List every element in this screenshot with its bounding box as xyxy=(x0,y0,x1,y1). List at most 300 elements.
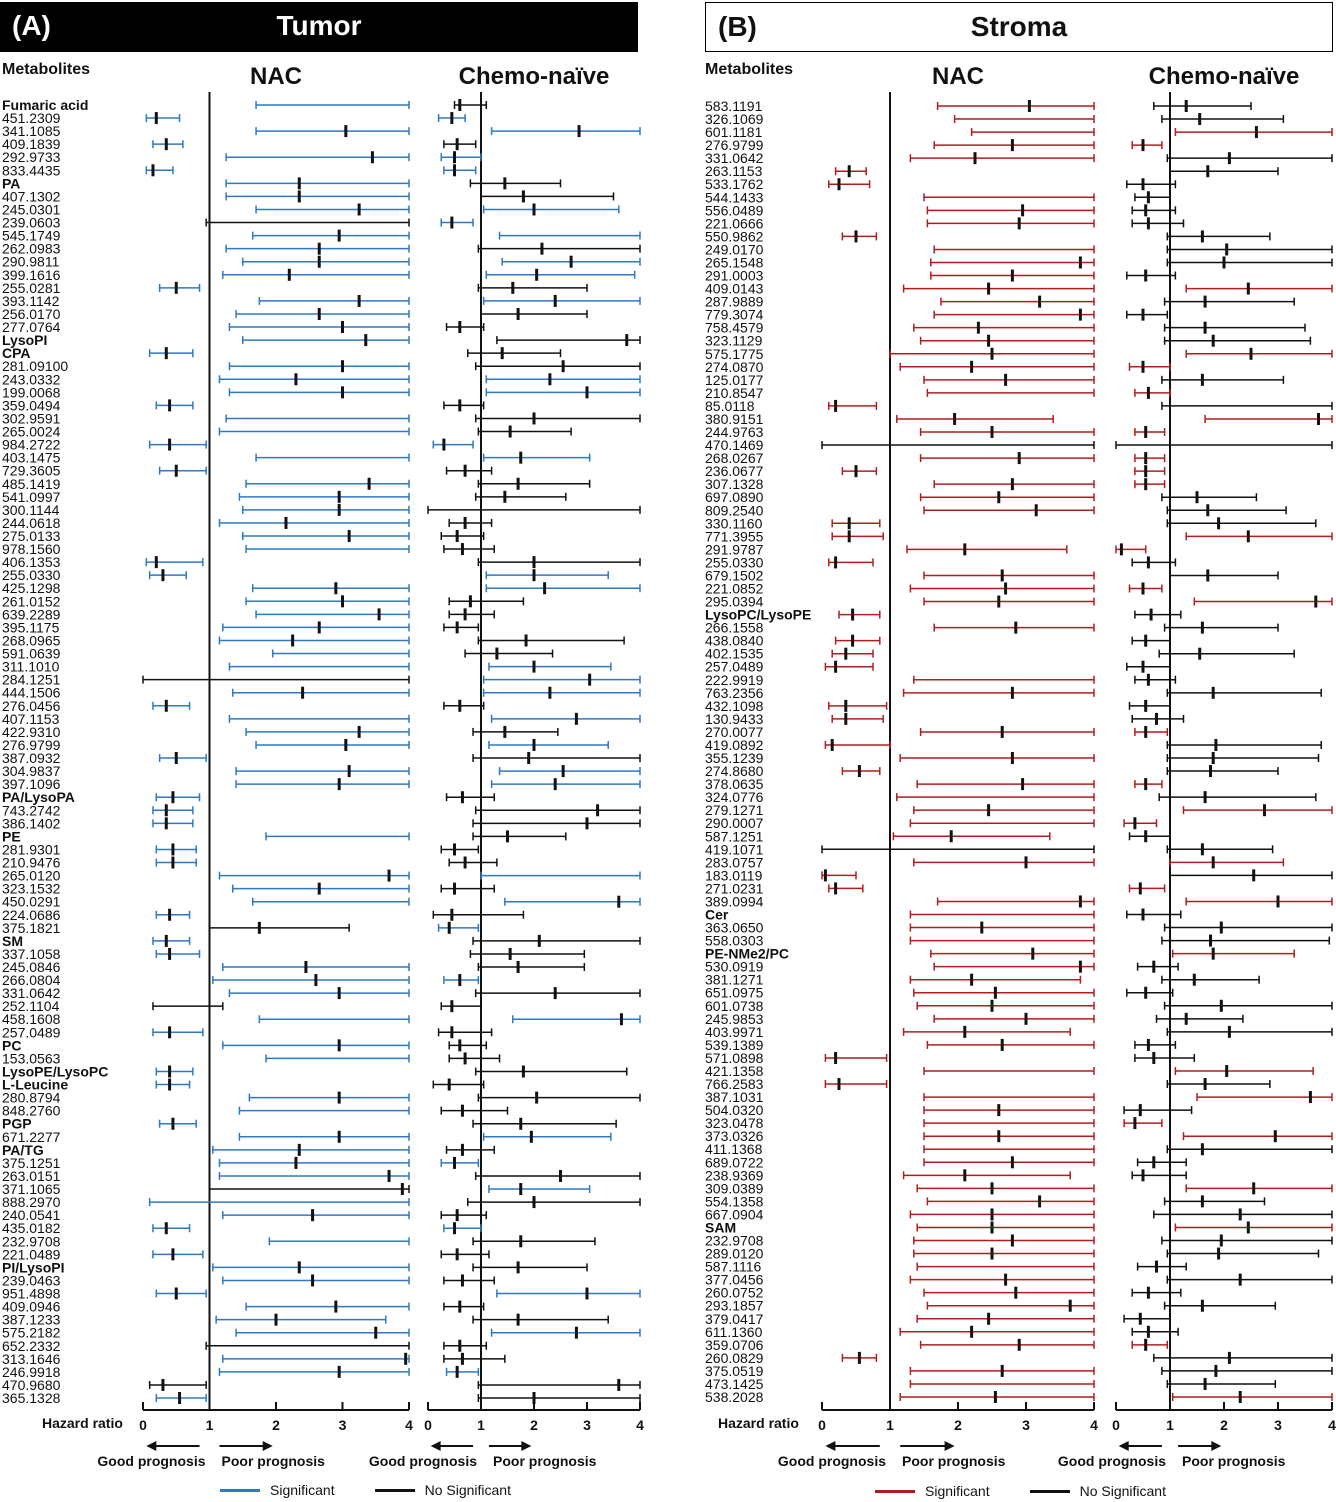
ci-bar xyxy=(213,1144,409,1156)
metabolite-label: 411.1368 xyxy=(705,1141,763,1158)
ci-bar xyxy=(934,961,1094,973)
ci-bar xyxy=(481,190,614,202)
metabolite-label: PC xyxy=(2,1037,22,1054)
metabolite-label: 284.1251 xyxy=(2,671,61,688)
metabolite-label: 222.9919 xyxy=(705,671,764,688)
ci-bar xyxy=(246,726,409,738)
metabolite-label: 283.0757 xyxy=(705,854,764,871)
ci-bar xyxy=(900,361,1094,373)
ci-bar xyxy=(1167,1248,1318,1260)
metabolite-label: 539.1389 xyxy=(705,1036,764,1053)
ci-bar xyxy=(842,465,876,477)
ci-bar xyxy=(433,909,523,921)
x-tick-label: 1 xyxy=(886,1417,894,1433)
metabolite-label: 380.9151 xyxy=(705,410,764,427)
ci-bar xyxy=(1162,974,1259,986)
metabolite-label: 504.0320 xyxy=(705,1102,764,1119)
ci-bar xyxy=(1162,1365,1332,1377)
ci-bar xyxy=(470,177,560,189)
ci-bar xyxy=(229,321,409,333)
ci-bar xyxy=(938,100,1094,112)
ci-bar xyxy=(1116,441,1332,449)
ci-bar xyxy=(1167,1078,1270,1090)
ci-bar xyxy=(1167,843,1272,855)
metabolite-label: 575.1775 xyxy=(705,345,764,362)
metabolite-label: 409.0143 xyxy=(705,280,764,297)
ci-bar xyxy=(150,1379,207,1391)
ci-bar xyxy=(444,399,484,411)
metabolite-label: 331.0642 xyxy=(2,985,61,1002)
metabolite-label: 324.0776 xyxy=(705,789,764,806)
metabolite-label: 450.0291 xyxy=(2,893,61,910)
ci-bar xyxy=(441,217,473,229)
ci-bar xyxy=(1186,1182,1332,1194)
ci-bar xyxy=(910,1208,1094,1220)
metabolite-label: 444.1506 xyxy=(2,684,61,701)
metabolite-label: 239.0603 xyxy=(2,214,61,231)
ci-bar xyxy=(229,360,409,372)
ci-bar xyxy=(897,413,1053,425)
ci-bar xyxy=(897,793,1094,801)
subplot-title: Chemo-naïve xyxy=(1148,63,1300,90)
ci-bar xyxy=(900,1326,1094,1338)
metabolite-label: 591.0639 xyxy=(2,645,61,662)
metabolite-label: 541.0997 xyxy=(2,488,61,505)
ci-bar xyxy=(914,676,1094,684)
metabolite-label: 697.0890 xyxy=(705,489,764,506)
ci-bar xyxy=(160,1118,197,1130)
metabolite-label: 323.1532 xyxy=(2,880,61,897)
ci-bar xyxy=(1167,256,1332,268)
poor-prognosis-arrowhead xyxy=(1211,1441,1221,1451)
ci-bar xyxy=(156,948,199,960)
ci-bar xyxy=(497,1288,640,1300)
ci-bar xyxy=(890,348,1094,360)
ci-bar xyxy=(223,1039,409,1051)
ci-bar xyxy=(893,830,1049,842)
ci-bar xyxy=(259,1015,409,1023)
metabolite-label: 252.1104 xyxy=(2,998,60,1015)
metabolite-label: 245.9853 xyxy=(705,1010,764,1027)
ci-bar xyxy=(243,530,409,542)
ci-bar xyxy=(476,491,566,503)
metabolite-label: 238.9369 xyxy=(705,1167,764,1184)
ci-bar xyxy=(924,1104,1094,1116)
ci-bar xyxy=(243,504,409,516)
ci-bar xyxy=(1162,491,1257,503)
ci-bar xyxy=(249,1092,409,1104)
metabolite-label: 538.2028 xyxy=(705,1389,764,1405)
metabolite-label: 403.9971 xyxy=(705,1023,764,1040)
ci-bar xyxy=(484,452,590,464)
ci-bar xyxy=(160,282,200,294)
metabolite-label: 387.1031 xyxy=(705,1089,764,1106)
ci-bar xyxy=(924,596,1094,608)
ci-bar xyxy=(449,857,497,869)
legend-not-significant-label: No Significant xyxy=(1079,1483,1166,1499)
metabolite-label: SM xyxy=(2,932,23,949)
ci-bar xyxy=(1135,609,1181,621)
ci-bar xyxy=(910,922,1094,934)
metabolite-label: 363.0650 xyxy=(705,919,764,936)
good-prognosis-label: Good prognosis xyxy=(1057,1453,1166,1469)
metabolite-label: 245.0301 xyxy=(2,201,61,218)
metabolite-label: 379.0417 xyxy=(705,1310,764,1327)
metabolite-label: 307.1328 xyxy=(705,476,764,493)
metabolite-label: 779.3074 xyxy=(705,306,764,323)
ci-bar xyxy=(1127,661,1170,673)
ci-bar xyxy=(917,1313,1094,1325)
ci-bar xyxy=(484,674,640,686)
metabolite-label: 275.0133 xyxy=(2,528,61,544)
ci-bar xyxy=(473,935,640,947)
ci-bar xyxy=(447,465,492,477)
ci-bar xyxy=(447,321,484,333)
metabolite-label: 263.1153 xyxy=(705,163,763,180)
metabolite-label: 359.0494 xyxy=(2,397,61,414)
metabolite-label: 438.0840 xyxy=(705,632,764,649)
metabolites-header: Metabolites xyxy=(705,61,794,78)
nac-subplot xyxy=(718,63,1098,1469)
ci-bar xyxy=(1167,517,1316,529)
ci-bar xyxy=(481,308,587,320)
metabolite-label: 268.0267 xyxy=(705,450,764,467)
panel-title: Stroma xyxy=(970,11,1068,42)
metabolite-label: 377.0456 xyxy=(705,1271,764,1288)
ci-bar xyxy=(1132,1339,1167,1351)
metabolite-label: 587.1251 xyxy=(705,828,764,845)
ci-bar xyxy=(226,151,409,163)
metabolite-label: 371.1065 xyxy=(2,1181,61,1198)
ci-bar xyxy=(223,1274,409,1286)
ci-bar xyxy=(223,1209,409,1221)
ci-bar xyxy=(484,1131,611,1143)
metabolite-label: 279.1271 xyxy=(705,802,764,819)
ci-bar xyxy=(150,439,207,451)
ci-bar xyxy=(1135,191,1170,203)
metabolite-label: 326.1069 xyxy=(705,111,764,128)
nac-subplot xyxy=(42,63,413,1469)
ci-bar xyxy=(246,478,409,490)
ci-bar xyxy=(444,1353,505,1365)
ci-bar xyxy=(1175,1065,1313,1077)
metabolite-label: 236.0677 xyxy=(705,463,764,480)
ci-bar xyxy=(481,872,640,880)
metabolite-label: 323.0478 xyxy=(705,1115,764,1132)
ci-bar xyxy=(239,1107,409,1115)
ci-bar xyxy=(1116,543,1146,555)
legend-not-significant-swatch xyxy=(1030,1490,1070,1493)
ci-bar xyxy=(1167,1143,1332,1155)
ci-bar xyxy=(1184,804,1333,816)
ci-bar xyxy=(924,193,1094,201)
ci-bar xyxy=(921,452,1094,464)
ci-bar xyxy=(1162,935,1329,947)
x-tick-label: 1 xyxy=(1166,1417,1174,1433)
ci-bar xyxy=(444,543,494,555)
metabolite-label: 291.9787 xyxy=(705,541,764,558)
metabolite-label: 771.3955 xyxy=(705,528,764,545)
ci-bar xyxy=(146,556,203,568)
ci-bar xyxy=(441,843,478,855)
ci-bar xyxy=(931,270,1094,282)
ci-bar xyxy=(825,661,873,673)
ci-bar xyxy=(900,752,1094,764)
ci-bar xyxy=(1124,1104,1192,1116)
x-tick-label: 3 xyxy=(1274,1417,1282,1433)
ci-bar xyxy=(153,817,193,829)
ci-bar xyxy=(223,621,409,633)
ci-bar xyxy=(449,1052,499,1064)
ci-bar xyxy=(492,1327,640,1339)
ci-bar xyxy=(904,1169,1071,1181)
ci-bar xyxy=(219,428,409,436)
ci-bar xyxy=(253,582,409,594)
metabolite-label: 263.0151 xyxy=(2,1167,61,1184)
ci-bar xyxy=(927,217,1094,229)
ci-bar xyxy=(441,1157,478,1169)
hazard-ratio-label: Hazard ratio xyxy=(42,1415,123,1431)
ci-bar xyxy=(505,896,640,908)
poor-prognosis-label: Poor prognosis xyxy=(1182,1453,1286,1469)
metabolite-label: 583.1191 xyxy=(705,98,763,114)
stroma-panel xyxy=(700,0,1336,1502)
ci-bar xyxy=(500,232,640,240)
metabolite-label: 375.1251 xyxy=(2,1154,61,1171)
metabolite-label: 651.0975 xyxy=(705,984,764,1001)
metabolite-label: 611.1360 xyxy=(705,1323,763,1340)
metabolite-label: 302.9591 xyxy=(2,410,61,427)
ci-bar xyxy=(1186,348,1332,360)
ci-bar xyxy=(502,256,640,268)
metabolite-label: 421.1358 xyxy=(705,1062,764,1079)
ci-bar xyxy=(473,1235,595,1247)
metabolite-label: 130.9433 xyxy=(705,710,764,727)
metabolite-label: 221.0666 xyxy=(705,215,764,232)
subplot-title: Chemo-naïve xyxy=(458,63,610,90)
x-tick-label: 3 xyxy=(338,1417,347,1433)
legend-significant-swatch xyxy=(220,1489,260,1492)
ci-bar xyxy=(1162,374,1284,386)
ci-bar xyxy=(910,1380,1094,1388)
metabolite-label: 378.0635 xyxy=(705,776,764,793)
metabolite-label: 373.0326 xyxy=(705,1128,764,1145)
metabolite-label: 337.1058 xyxy=(2,945,61,962)
metabolite-label: 758.4579 xyxy=(705,319,764,336)
ci-bar xyxy=(266,1054,409,1062)
metabolite-label: 530.0919 xyxy=(705,958,764,975)
metabolite-label: 667.0904 xyxy=(705,1206,764,1223)
ci-bar xyxy=(934,622,1094,634)
ci-bar xyxy=(904,687,1094,699)
ci-bar xyxy=(927,1039,1094,1051)
metabolite-label: 386.1402 xyxy=(2,815,61,832)
metabolite-label: 601.0738 xyxy=(705,997,764,1014)
ci-bar xyxy=(236,1327,409,1339)
ci-bar xyxy=(1132,1326,1178,1338)
ci-bar xyxy=(1165,622,1278,634)
ci-bar xyxy=(1165,1195,1265,1207)
x-tick-label: 2 xyxy=(530,1417,538,1433)
ci-bar xyxy=(1124,1313,1170,1325)
ci-bar xyxy=(478,478,589,490)
ci-bar xyxy=(229,987,409,999)
metabolite-label: 393.1142 xyxy=(2,292,60,309)
ci-bar xyxy=(236,778,409,790)
ci-bar xyxy=(236,308,409,320)
metabolite-label: 470.9680 xyxy=(2,1376,61,1393)
ci-bar xyxy=(1127,909,1181,921)
metabolite-label: 365.1328 xyxy=(2,1390,61,1406)
ci-bar xyxy=(910,937,1094,945)
ci-bar xyxy=(1162,402,1332,410)
ci-bar xyxy=(226,243,409,255)
metabolite-label: 232.9708 xyxy=(705,1232,764,1249)
metabolite-label: PE xyxy=(2,828,21,845)
ci-bar xyxy=(444,1340,486,1352)
ci-bar xyxy=(476,1170,640,1182)
ci-bar xyxy=(486,373,640,385)
ci-bar xyxy=(444,1274,494,1286)
ci-bar xyxy=(1184,1130,1333,1142)
metabolite-label: 210.9476 xyxy=(2,854,61,871)
x-tick-label: 3 xyxy=(1022,1417,1030,1433)
ci-bar xyxy=(439,1026,492,1038)
metabolite-label: 601.1181 xyxy=(705,124,763,141)
ci-bar xyxy=(1132,1287,1181,1299)
ci-bar xyxy=(1167,230,1270,242)
ci-bar xyxy=(1127,270,1176,282)
ci-bar xyxy=(441,1000,481,1012)
metabolite-label: 276.0456 xyxy=(2,697,61,714)
ci-bar xyxy=(914,322,1094,334)
metabolite-label: 304.9837 xyxy=(2,763,61,780)
ci-bar xyxy=(921,426,1094,438)
ci-bar xyxy=(1167,752,1318,764)
metabolite-label: 473.1425 xyxy=(705,1375,764,1392)
ci-bar xyxy=(486,269,634,281)
poor-prognosis-arrowhead xyxy=(945,1441,955,1451)
ci-bar xyxy=(478,426,571,438)
metabolite-label: 276.9799 xyxy=(705,137,764,154)
ci-bar xyxy=(156,909,189,921)
subplot-title: NAC xyxy=(250,63,302,90)
ci-bar xyxy=(1167,1026,1332,1038)
ci-bar xyxy=(1132,217,1183,229)
metabolite-label: 403.1475 xyxy=(2,449,61,466)
ci-bar xyxy=(924,1145,1094,1153)
metabolite-label: 311.1010 xyxy=(2,658,60,675)
ci-bar xyxy=(246,595,409,607)
ci-bar xyxy=(924,1119,1094,1127)
metabolite-label: 153.0563 xyxy=(2,1050,61,1067)
ci-bar xyxy=(253,230,409,242)
ci-bar xyxy=(927,389,1094,397)
ci-bar xyxy=(1170,856,1283,868)
ci-bar xyxy=(931,256,1094,268)
ci-bar xyxy=(1175,126,1332,138)
ci-bar xyxy=(476,360,640,372)
metabolite-label: 409.1839 xyxy=(2,136,61,153)
metabolite-label: 274.8680 xyxy=(705,763,764,780)
ci-bar xyxy=(486,569,608,581)
ci-bar xyxy=(492,778,640,790)
good-prognosis-arrowhead xyxy=(431,1441,441,1451)
ci-bar xyxy=(233,883,409,895)
ci-bar xyxy=(444,1301,484,1313)
metabolite-label: Fumaric acid xyxy=(2,97,89,113)
metabolite-label: 387.0932 xyxy=(2,750,61,767)
ci-bar xyxy=(143,676,409,684)
hazard-ratio-label: Hazard ratio xyxy=(718,1415,799,1431)
ci-bar xyxy=(829,882,863,894)
metabolite-label: 260.0752 xyxy=(705,1284,764,1301)
ci-bar xyxy=(825,1078,886,1090)
ci-bar xyxy=(1167,504,1286,516)
ci-bar xyxy=(153,1222,190,1234)
ci-bar xyxy=(1165,296,1295,308)
metabolite-label: 292.9733 xyxy=(2,149,61,166)
stroma-forest-plot xyxy=(700,0,1336,1502)
ci-bar xyxy=(900,1391,1094,1403)
metabolite-label: 451.2309 xyxy=(2,110,61,127)
ci-bar xyxy=(1130,882,1165,894)
metabolite-label: 425.1298 xyxy=(2,580,61,597)
metabolite-label: LysoPI xyxy=(2,332,48,349)
ci-bar xyxy=(829,400,877,412)
ci-bar xyxy=(924,569,1094,581)
ci-bar xyxy=(433,1079,483,1091)
metabolite-label: 257.0489 xyxy=(2,1024,61,1041)
poor-prognosis-label: Poor prognosis xyxy=(902,1453,1006,1469)
x-tick-label: 2 xyxy=(1220,1417,1228,1433)
metabolite-label: 432.1098 xyxy=(705,697,764,714)
ci-bar xyxy=(489,661,611,673)
ci-bar xyxy=(156,843,196,855)
metabolite-label: 221.0852 xyxy=(705,580,764,597)
ci-bar xyxy=(924,374,1094,386)
ci-bar xyxy=(239,1131,409,1143)
ci-bar xyxy=(478,1379,640,1391)
metabolite-label: 458.1608 xyxy=(2,1011,61,1028)
ci-bar xyxy=(927,1300,1094,1312)
metabolite-label: 277.0764 xyxy=(2,319,61,336)
x-tick-label: 0 xyxy=(139,1417,147,1433)
ci-bar xyxy=(226,177,409,189)
metabolite-label: 409.0946 xyxy=(2,1298,61,1315)
ci-bar xyxy=(206,1342,409,1350)
ci-bar xyxy=(484,203,619,215)
ci-bar xyxy=(156,791,199,803)
ci-bar xyxy=(447,791,495,803)
ci-bar xyxy=(441,530,483,542)
metabolite-label: 550.9862 xyxy=(705,228,764,245)
ci-bar xyxy=(1132,204,1175,216)
ci-bar xyxy=(473,1314,608,1326)
metabolite-label: 249.0170 xyxy=(705,241,764,258)
metabolite-label: 833.4435 xyxy=(2,162,61,179)
ci-bar xyxy=(256,739,409,751)
tumor-forest-plot xyxy=(0,0,644,1502)
metabolite-label: 244.9763 xyxy=(705,424,764,441)
metabolite-label: 533.1762 xyxy=(705,176,764,193)
metabolite-label: 287.9889 xyxy=(705,293,764,310)
ci-bar xyxy=(842,765,879,777)
metabolite-label: 224.0686 xyxy=(2,906,61,923)
ci-bar xyxy=(1186,530,1332,542)
ci-bar xyxy=(1132,1169,1186,1181)
tumor-panel xyxy=(0,0,644,1502)
